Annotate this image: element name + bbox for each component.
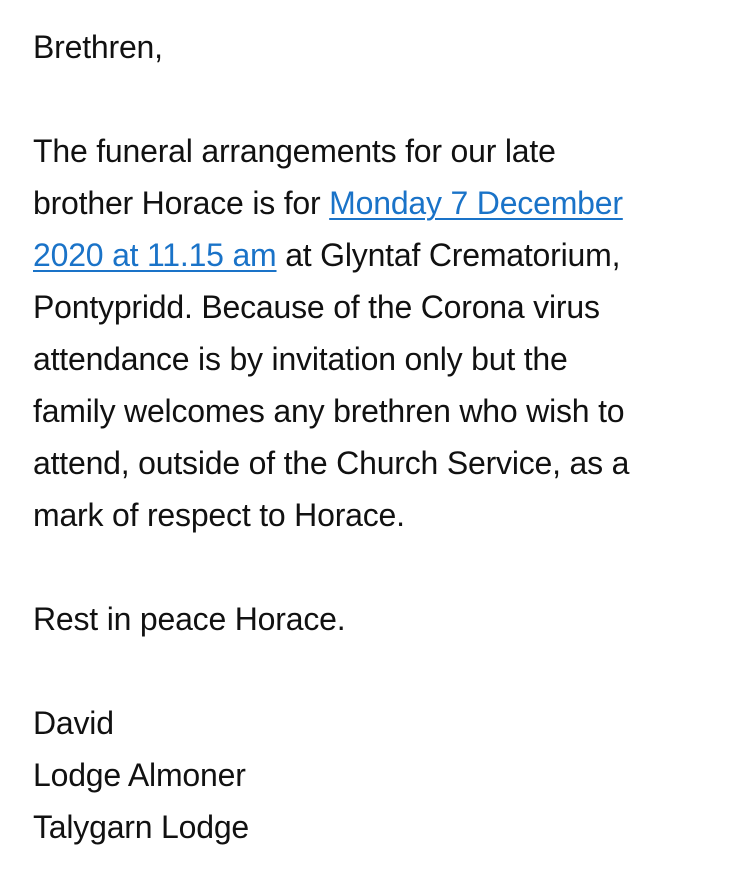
signature (33, 697, 723, 853)
greeting (33, 21, 723, 73)
closing-text: Rest in peace Horace. (33, 601, 346, 637)
date-link-part-2[interactable]: 2020 at 11.15 am (33, 237, 277, 273)
paragraph-spacer (33, 541, 723, 593)
date-link-part-1[interactable]: Monday 7 December (329, 185, 623, 221)
announcement-line-8: mark of respect to Horace. (33, 497, 405, 533)
announcement-line-1: The funeral arrangements for our late (33, 133, 556, 169)
signature-lodge: Talygarn Lodge (33, 809, 250, 845)
announcement-line-2 (33, 177, 723, 229)
announcement-line-6: family welcomes any brethren who wish to (33, 393, 625, 429)
announcement-line-3 (33, 229, 723, 281)
announcement-line-4: Pontypridd. Because of the Corona virus (33, 289, 600, 325)
closing (33, 593, 723, 645)
signature-name: David (33, 705, 114, 741)
paragraph-spacer (33, 645, 723, 697)
signature-role: Lodge Almoner (33, 757, 246, 793)
announcement-line-5: attendance is by invitation only but the (33, 341, 568, 377)
greeting-text: Brethren, (33, 29, 163, 65)
announcement-line-3-text: at Glyntaf Crematorium, (276, 237, 621, 273)
announcement-line-7: attend, outside of the Church Service, as a (33, 445, 630, 481)
email-message-body (33, 21, 723, 853)
announcement-line-2-text: brother Horace is for (33, 185, 330, 221)
announcement-paragraph (33, 125, 723, 541)
paragraph-spacer (33, 73, 723, 125)
